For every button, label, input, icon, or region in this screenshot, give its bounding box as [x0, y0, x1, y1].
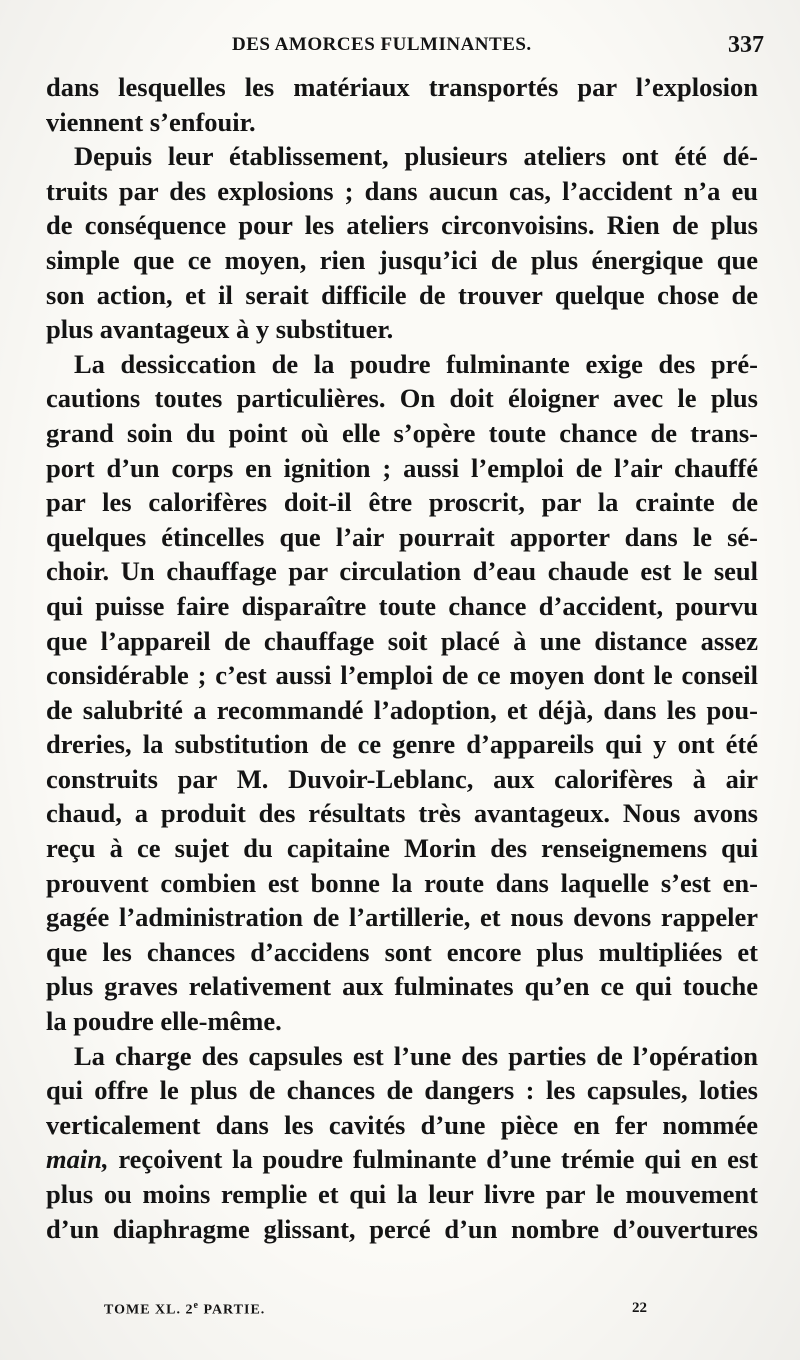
text-line: plus avantageux à y substituer.: [46, 314, 394, 345]
page-footer: [0, 1300, 800, 1324]
signature-mark: 22: [632, 1300, 647, 1316]
text-line-rest: reçoivent la poudre fulminante d’une trémie qui en est: [118, 1144, 758, 1175]
text-line: plus graves relativement aux fulminates qu’en ce qui touche: [46, 971, 758, 1002]
text-line: truits par des explosions ; dans aucun cas, l’accident n’a eu: [46, 175, 758, 206]
text-line: de conséquence pour les ateliers circonvoisins. Rien de plus: [46, 210, 758, 241]
page-number: 337: [728, 32, 764, 58]
text-line-with-italic: [46, 1142, 758, 1177]
italic-word: main,: [46, 1144, 109, 1175]
text-line: port d’un corps en ignition ; aussi l’emploi de l’air chauffé: [46, 452, 758, 483]
volume-signature: [104, 1300, 265, 1319]
paragraph-4: [46, 1039, 758, 1247]
text-line: dreries, la substitution de ce genre d’appareils qui y ont été: [46, 729, 758, 760]
text-line: que l’appareil de chauffage soit placé à une distance assez: [46, 625, 758, 656]
running-head: [0, 34, 800, 64]
text-line: dans lesquelles les matériaux transportés par l’explosion: [46, 72, 758, 102]
text-line: La dessiccation de la poudre fulminante exige des pré-: [74, 348, 758, 379]
text-line: grand soin du point où elle s’opère toute chance de trans-: [46, 417, 758, 448]
text-line: prouvent combien est bonne la route dans laquelle s’est en-: [46, 867, 758, 898]
text-line: la poudre elle-même.: [46, 1006, 282, 1037]
text-line: viennent s’enfouir.: [46, 106, 256, 137]
text-line: reçu à ce sujet du capitaine Morin des renseignemens qui: [46, 833, 758, 864]
text-line: d’un diaphragme glissant, percé d’un nombre d’ouvertures: [46, 1213, 758, 1244]
text-line: Depuis leur établissement, plusieurs ateliers ont été dé-: [74, 141, 758, 172]
volume-label: TOME XL. 2: [104, 1302, 194, 1318]
running-title: DES AMORCES FULMINANTES.: [232, 34, 532, 55]
text-line: par les calorifères doit-il être proscrit, par la crainte de: [46, 487, 758, 518]
body-text: [46, 70, 758, 1246]
text-line: verticalement dans les cavités d’une pièce en fer nommée: [46, 1109, 758, 1140]
text-line: plus ou moins remplie et qui la leur livre par le mouvement: [46, 1179, 758, 1209]
text-line: quelques étincelles que l’air pourrait apporter dans le sé-: [46, 521, 758, 552]
text-line: son action, et il serait difficile de trouver quelque chose de: [46, 279, 758, 310]
paragraph-2: [46, 139, 758, 347]
text-line: La charge des capsules est l’une des parties de l’opération: [74, 1040, 758, 1071]
text-line: qui puisse faire disparaître toute chance d’accident, pourvu: [46, 590, 758, 621]
text-line: gagée l’administration de l’artillerie, et nous devons rappeler: [46, 902, 758, 933]
text-line: chaud, a produit des résultats très avantageux. Nous avons: [46, 798, 758, 829]
text-line: considérable ; c’est aussi l’emploi de ce moyen dont le conseil: [46, 660, 758, 691]
part-label: PARTIE.: [203, 1302, 266, 1318]
text-line: choir. Un chauffage par circulation d’eau chaude est le seul: [46, 556, 758, 587]
text-line: construits par M. Duvoir-Leblanc, aux calorifères à air: [46, 763, 758, 794]
paragraph-1: [46, 70, 758, 139]
volume-superscript: e: [193, 1300, 199, 1311]
text-line: simple que ce moyen, rien jusqu’ici de plus énergique que: [46, 244, 758, 275]
paragraph-3: [46, 347, 758, 1039]
text-line: que les chances d’accidens sont encore plus multipliées et: [46, 936, 758, 967]
text-line: de salubrité a recommandé l’adoption, et déjà, dans les pou-: [46, 694, 758, 725]
text-line: qui offre le plus de chances de dangers : les capsules, loties: [46, 1075, 758, 1106]
text-line: cautions toutes particulières. On doit éloigner avec le plus: [46, 383, 758, 414]
